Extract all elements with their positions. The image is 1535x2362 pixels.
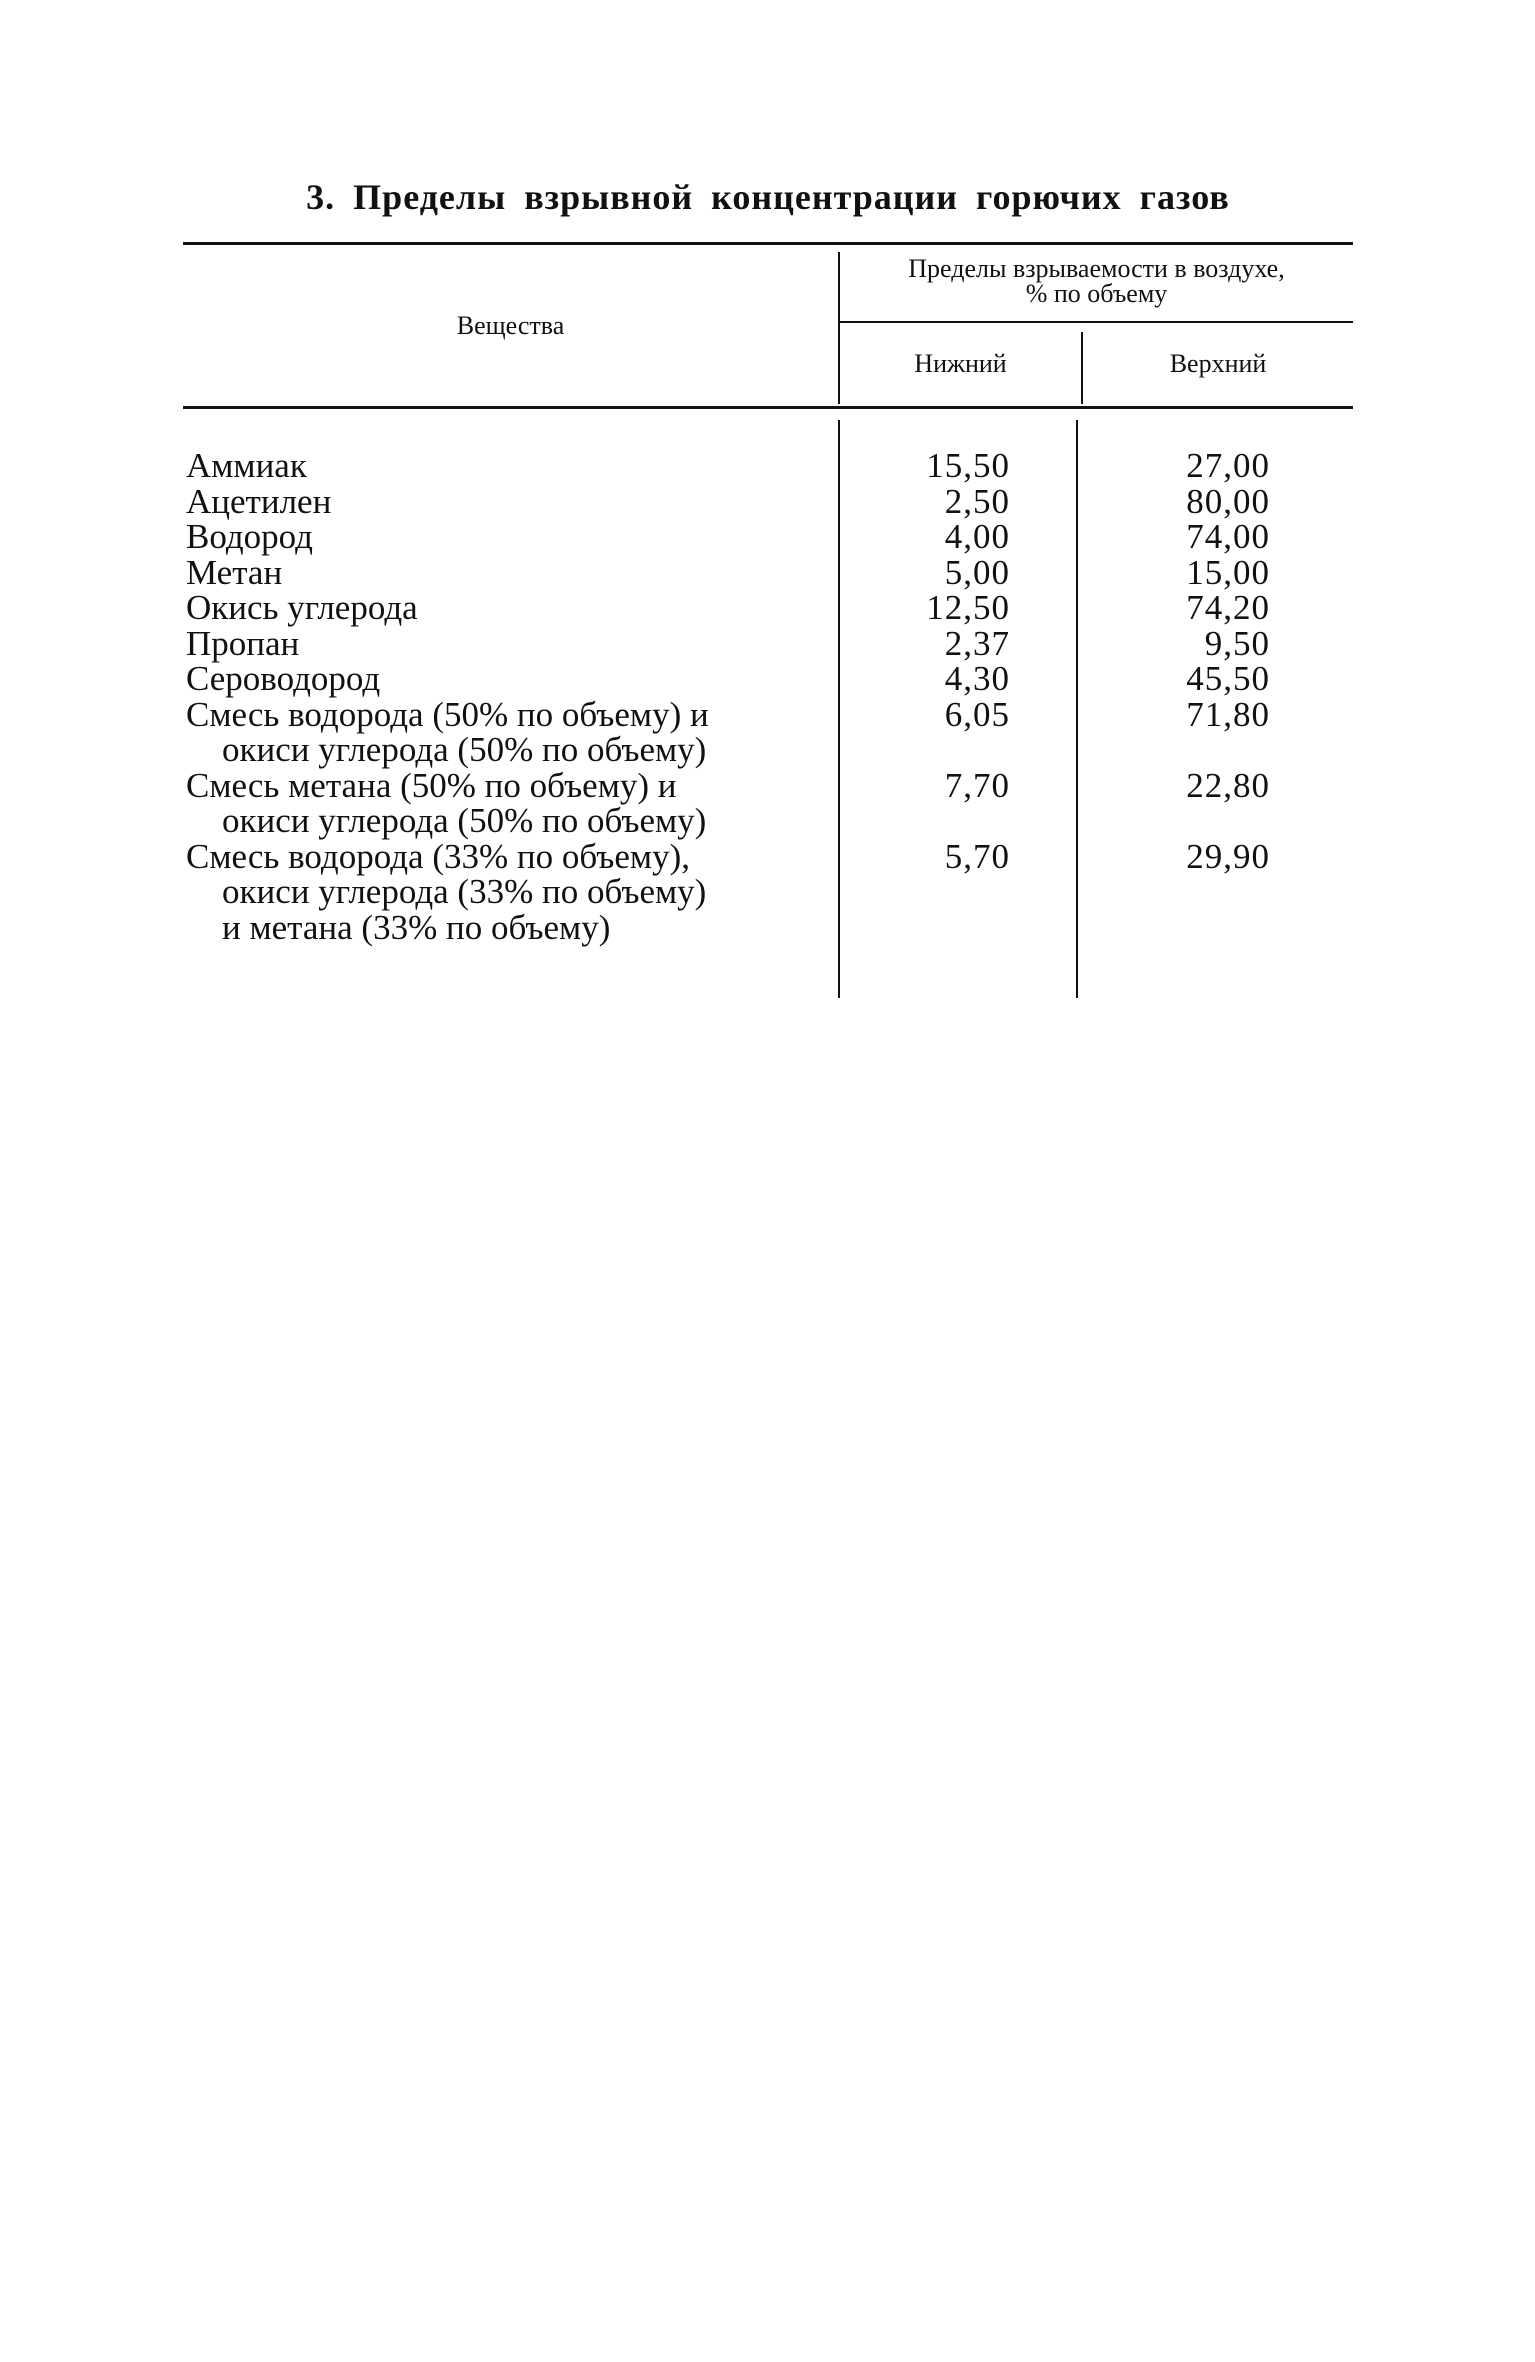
substance-name xyxy=(186,694,810,769)
substance-name-continuation: окиси углерода (50% по объему) xyxy=(222,801,707,840)
body-divider-lower-upper xyxy=(1076,420,1078,998)
header-upper: Верхний xyxy=(1169,349,1267,378)
lower-limit-value: 12,50 xyxy=(926,588,1010,627)
upper-limit-value: 9,50 xyxy=(1204,623,1270,663)
lower-limit-value: 2,37 xyxy=(944,623,1010,663)
substance-name xyxy=(186,481,810,521)
substance-name xyxy=(186,836,810,947)
lower-limit-value: 4,30 xyxy=(944,659,1010,698)
substance-name xyxy=(186,552,810,592)
substance-name xyxy=(186,448,810,484)
substance-name xyxy=(186,765,810,840)
substance-name-line: Аммиак xyxy=(186,446,307,485)
table-title: 3. Пределы взрывной концентрации горючих газов xyxy=(306,177,1230,217)
substance-name xyxy=(186,661,810,697)
upper-limit-value: 22,80 xyxy=(1186,765,1270,805)
lower-limit-value: 2,50 xyxy=(944,481,1010,521)
substance-name-continuation: окиси углерода (33% по объему) xyxy=(222,872,707,911)
substance-name-line: Смесь водорода (33% по объему), xyxy=(186,836,690,876)
lower-limit-value: 4,00 xyxy=(944,517,1010,556)
substance-name xyxy=(186,590,810,626)
substance-name xyxy=(186,519,810,555)
header-bottom-rule xyxy=(183,406,1353,409)
substance-name-line: Метан xyxy=(186,552,283,592)
lower-limit-value: 15,50 xyxy=(926,446,1010,485)
lower-limit-value: 7,70 xyxy=(944,765,1010,805)
substance-name-line: Смесь водорода (50% по объему) и xyxy=(186,694,709,734)
upper-limit-value: 71,80 xyxy=(1186,694,1270,734)
upper-limit-value: 74,00 xyxy=(1186,517,1270,556)
header-substances: Вещества xyxy=(456,311,565,340)
substance-name-continuation: и метана (33% по объему) xyxy=(222,907,611,947)
lower-limit-value: 5,00 xyxy=(944,552,1010,592)
upper-limit-value: 27,00 xyxy=(1186,446,1270,485)
header-sub-rule xyxy=(840,321,1353,323)
upper-limit-value: 45,50 xyxy=(1186,659,1270,698)
substance-name-line: Пропан xyxy=(186,623,300,663)
substance-name-line: Сероводород xyxy=(186,659,381,698)
substance-name-line: Водород xyxy=(186,517,313,556)
header-limits-line1: Пределы взрываемости в воздухе, xyxy=(908,254,1285,283)
header-limits-line2: % по объему xyxy=(1025,279,1168,308)
header-lower: Нижний xyxy=(914,349,1007,378)
upper-limit-value: 15,00 xyxy=(1186,552,1270,592)
upper-limit-value: 29,90 xyxy=(1186,836,1270,876)
substance-name-line: Ацетилен xyxy=(186,481,332,521)
substance-name-continuation: окиси углерода (50% по объему) xyxy=(222,730,707,769)
substance-name-line: Смесь метана (50% по объему) и xyxy=(186,765,677,805)
substance-name xyxy=(186,623,810,663)
substance-name-line: Окись углерода xyxy=(186,588,418,627)
lower-limit-value: 6,05 xyxy=(944,694,1010,734)
upper-limit-value: 74,20 xyxy=(1186,588,1270,627)
table-top-rule xyxy=(183,242,1353,245)
lower-limit-value: 5,70 xyxy=(944,836,1010,876)
upper-limit-value: 80,00 xyxy=(1186,481,1270,521)
